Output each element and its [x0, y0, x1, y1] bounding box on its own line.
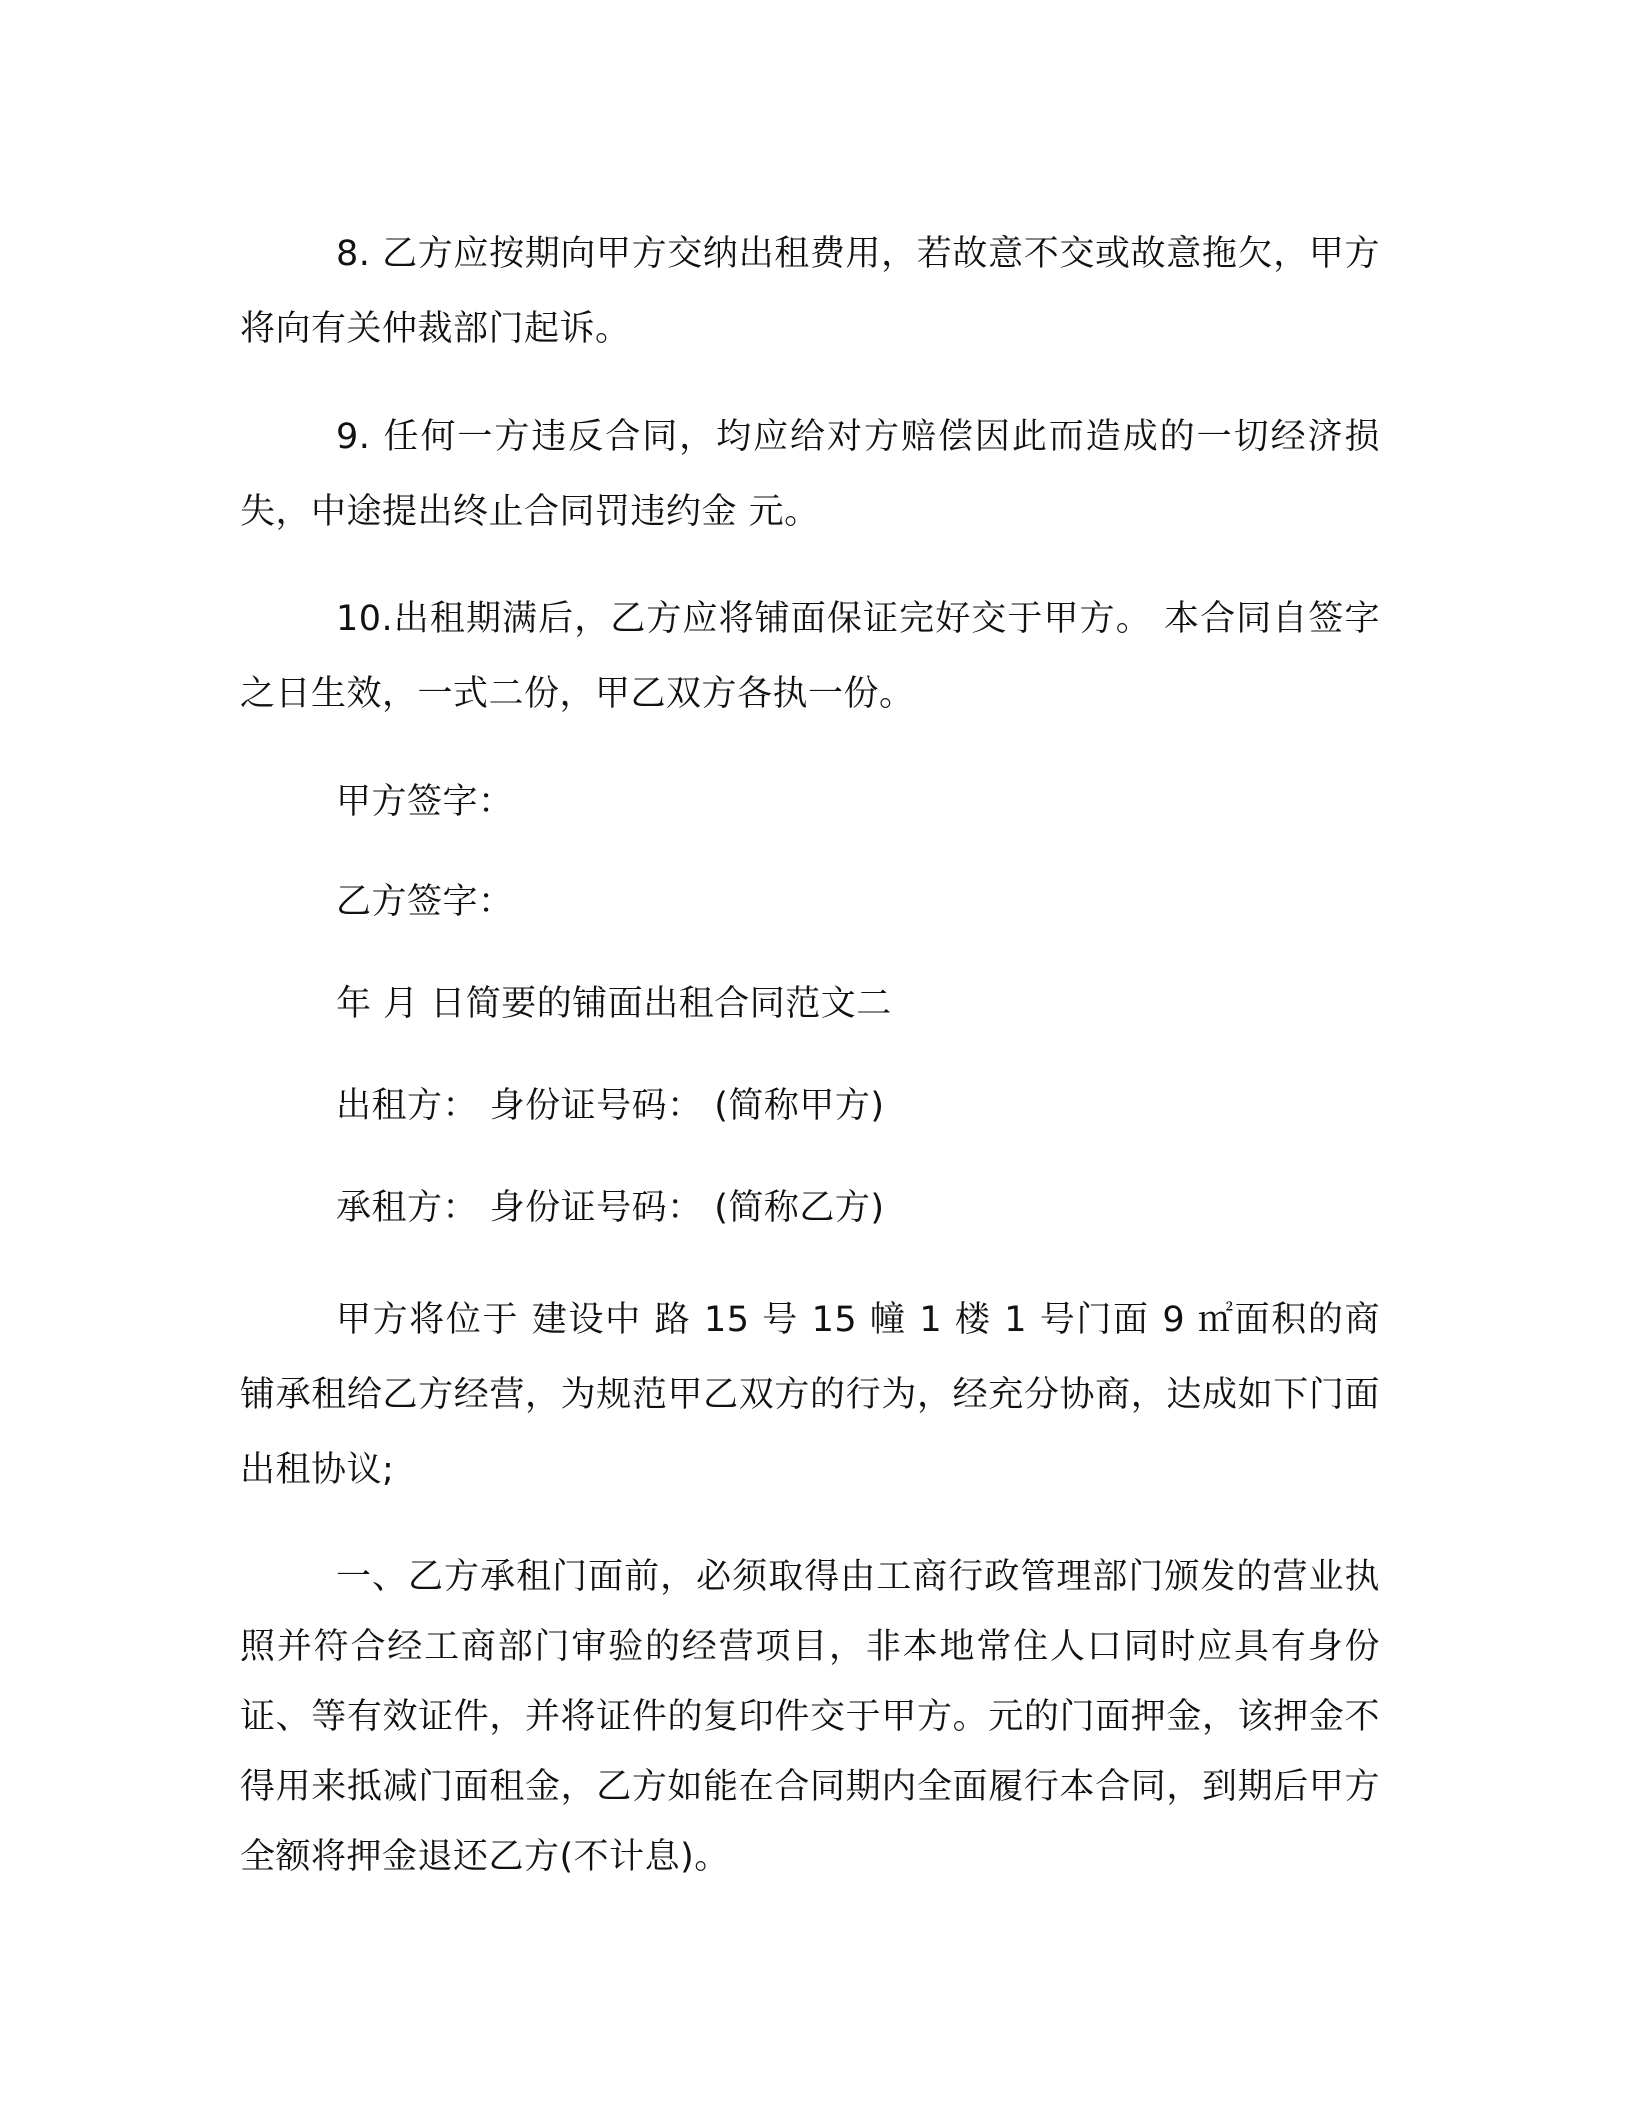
- date-and-section-title: 年 月 日简要的铺面出租合同范文二: [336, 984, 892, 1024]
- clause-10-paragraph: 10.出租期满后，乙方应将铺面保证完好交于甲方。 本合同自签字之日生效，一式二份，甲乙双方各执一份。: [240, 599, 1380, 714]
- party-b-signature-line: 乙方签字：: [336, 882, 514, 922]
- lessor-line: 出租方： 身份证号码： (简称甲方): [336, 1086, 885, 1126]
- clause-8-paragraph: 8. 乙方应按期向甲方交纳出租费用，若故意不交或故意拖欠，甲方将向有关仲裁部门起诉。: [240, 234, 1380, 349]
- lessee-line: 承租方： 身份证号码： (简称乙方): [336, 1188, 885, 1228]
- clause-9-paragraph: 9. 任何一方违反合同，均应给对方赔偿因此而造成的一切经济损失，中途提出终止合同罚违约金 元。: [240, 417, 1380, 532]
- party-a-signature-line: 甲方签字：: [336, 782, 514, 822]
- lease-intro-paragraph: 甲方将位于 建设中 路 15 号 15 幢 1 楼 1 号门面 9 ㎡面积的商铺承租给乙方经营，为规范甲乙双方的行为，经充分协商，达成如下门面出租协议;: [240, 1300, 1380, 1490]
- article-one-paragraph: 一、乙方承租门面前，必须取得由工商行政管理部门颁发的营业执照并符合经工商部门审验的经营项目，非本地常住人口同时应具有身份证、等有效证件，并将证件的复印件交于甲方。元的门面押金，该押金不得用来抵减门面租金，乙方如能在合同期内全面履行本合同，到期后甲方全额将押金退还乙方(不计息)。: [240, 1557, 1380, 1877]
- document-page: [240, 0, 1380, 2112]
